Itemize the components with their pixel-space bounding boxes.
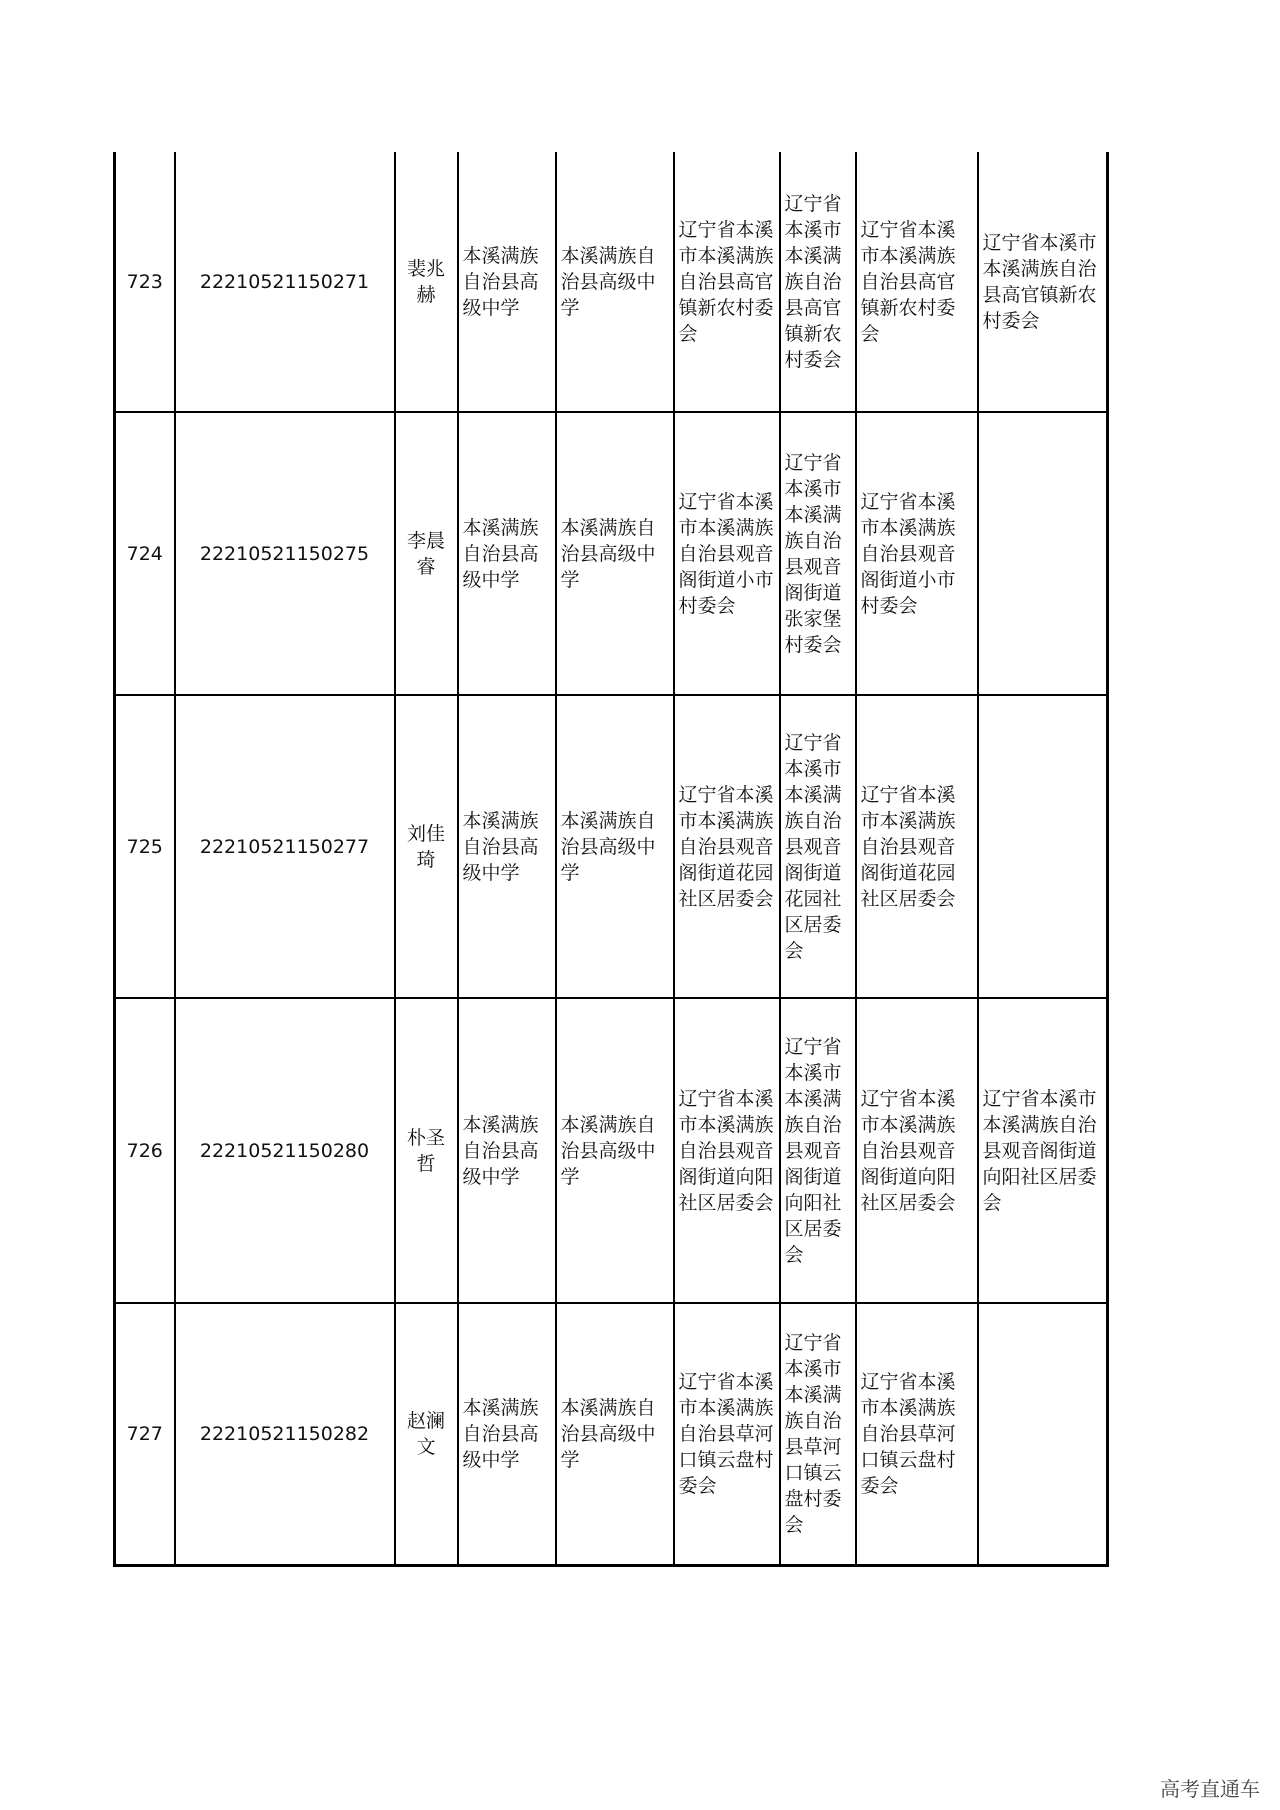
exam-id: 22210521150282 xyxy=(175,1303,395,1565)
address-1: 辽宁省本溪市本溪满族自治县观音阁街道向阳社区居委会 xyxy=(674,998,780,1303)
address-4 xyxy=(978,1303,1108,1565)
student-name: 朴圣哲 xyxy=(395,998,458,1303)
address-1: 辽宁省本溪市本溪满族自治县高官镇新农村委会 xyxy=(674,152,780,412)
school-name: 本溪满族自治县高级中学 xyxy=(458,998,556,1303)
student-name: 李晨睿 xyxy=(395,412,458,695)
school-name: 本溪满族自治县高级中学 xyxy=(458,695,556,998)
address-3: 辽宁省本溪市本溪满族自治县观音阁街道花园社区居委会 xyxy=(856,695,978,998)
address-1: 辽宁省本溪市本溪满族自治县草河口镇云盘村委会 xyxy=(674,1303,780,1565)
school-name: 本溪满族自治县高级中学 xyxy=(458,152,556,412)
address-2: 辽宁省本溪市本溪满族自治县观音阁街道向阳社区居委会 xyxy=(780,998,856,1303)
school-name: 本溪满族自治县高级中学 xyxy=(458,1303,556,1565)
address-4: 辽宁省本溪市本溪满族自治县观音阁街道向阳社区居委会 xyxy=(978,998,1108,1303)
school-name: 本溪满族自治县高级中学 xyxy=(458,412,556,695)
address-4: 辽宁省本溪市本溪满族自治县高官镇新农村委会 xyxy=(978,152,1108,412)
table-row xyxy=(115,1303,1108,1565)
table-row xyxy=(115,998,1108,1303)
address-3: 辽宁省本溪市本溪满族自治县草河口镇云盘村委会 xyxy=(856,1303,978,1565)
row-number: 727 xyxy=(115,1303,175,1565)
exam-id: 22210521150275 xyxy=(175,412,395,695)
roster-table xyxy=(113,152,1109,1567)
row-number: 726 xyxy=(115,998,175,1303)
exam-id: 22210521150280 xyxy=(175,998,395,1303)
school-name-2: 本溪满族自治县高级中学 xyxy=(556,998,674,1303)
school-name-2: 本溪满族自治县高级中学 xyxy=(556,152,674,412)
table-row xyxy=(115,152,1108,412)
address-4 xyxy=(978,412,1108,695)
student-name: 裴兆赫 xyxy=(395,152,458,412)
row-number: 725 xyxy=(115,695,175,998)
address-4 xyxy=(978,695,1108,998)
address-2: 辽宁省本溪市本溪满族自治县观音阁街道花园社区居委会 xyxy=(780,695,856,998)
student-name: 刘佳琦 xyxy=(395,695,458,998)
row-number: 723 xyxy=(115,152,175,412)
table-row xyxy=(115,412,1108,695)
row-number: 724 xyxy=(115,412,175,695)
address-2: 辽宁省本溪市本溪满族自治县草河口镇云盘村委会 xyxy=(780,1303,856,1565)
address-3: 辽宁省本溪市本溪满族自治县观音阁街道向阳社区居委会 xyxy=(856,998,978,1303)
address-1: 辽宁省本溪市本溪满族自治县观音阁街道花园社区居委会 xyxy=(674,695,780,998)
school-name-2: 本溪满族自治县高级中学 xyxy=(556,1303,674,1565)
address-3: 辽宁省本溪市本溪满族自治县观音阁街道小市村委会 xyxy=(856,412,978,695)
school-name-2: 本溪满族自治县高级中学 xyxy=(556,695,674,998)
address-2: 辽宁省本溪市本溪满族自治县观音阁街道张家堡村委会 xyxy=(780,412,856,695)
address-1: 辽宁省本溪市本溪满族自治县观音阁街道小市村委会 xyxy=(674,412,780,695)
exam-id: 22210521150271 xyxy=(175,152,395,412)
exam-id: 22210521150277 xyxy=(175,695,395,998)
address-2: 辽宁省本溪市本溪满族自治县高官镇新农村委会 xyxy=(780,152,856,412)
school-name-2: 本溪满族自治县高级中学 xyxy=(556,412,674,695)
student-name: 赵澜文 xyxy=(395,1303,458,1565)
table-row xyxy=(115,695,1108,998)
address-3: 辽宁省本溪市本溪满族自治县高官镇新农村委会 xyxy=(856,152,978,412)
watermark-text: 高考直通车 xyxy=(1160,1777,1260,1801)
